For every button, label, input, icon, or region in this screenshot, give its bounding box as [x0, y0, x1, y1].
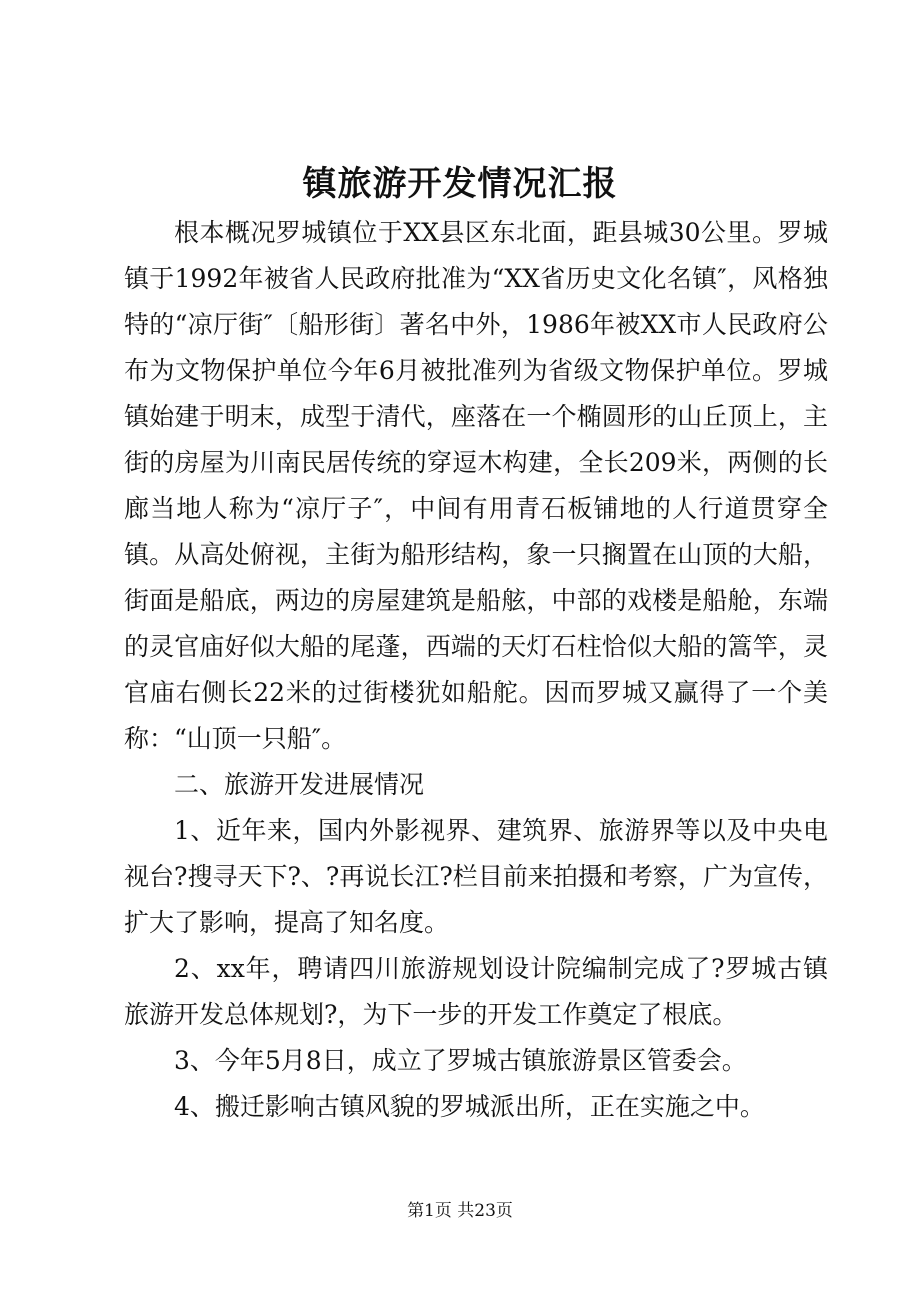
paragraph-item-3: 3、今年5月8日，成立了罗城古镇旅游景区管委会。: [174, 1046, 747, 1075]
paragraph-item-1: 1、近年来，国内外影视界、建筑界、旅游界等以及中央电视台?搜寻天下?、?再说长江?栏目前来拍摄和考察，广为宣传，扩大了影响，提高了知名度。: [124, 816, 828, 937]
paragraph-overview: 根本概况罗城镇位于XX县区东北面，距县城30公里。罗城镇于1992年被省人民政府批准为“XX省历史文化名镇″，风格独特的“凉厅街″〔船形街〕著名中外，1986年被XX市人民政府公布为文物保护单位今年6月被批准列为省级文物保护单位。罗城镇始建于明末，成型于清代，座落在一个椭圆形的山丘顶上，主街的房屋为川南民居传统的穿逗木构建，全长209米，两侧的长廊当地人称为“凉厅子″，中间有用青石板铺地的人行道贯穿全镇。从高处俯视，主街为船形结构，象一只搁置在山顶的大船，街面是船底，两边的房屋建筑是船舷，中部的戏楼是船舱，东端的灵官庙好似大船的尾蓬，西端的天灯石柱恰似大船的篙竿，灵官庙右侧长22米的过街楼犹如船舵。因而罗城又赢得了一个美称：“山顶一只船″。: [124, 218, 828, 753]
document-body: [124, 210, 828, 1130]
document-title: 镇旅游开发情况汇报: [302, 164, 618, 204]
page-footer: 第1页 共23页: [407, 1201, 513, 1221]
section-heading-progress: 二、旅游开发进展情况: [174, 770, 425, 799]
paragraph-item-4: 4、搬迁影响古镇风貌的罗城派出所，正在实施之中。: [174, 1092, 765, 1121]
paragraph-item-2: 2、xx年，聘请四川旅游规划设计院编制完成了?罗城古镇旅游开发总体规划?，为下一步的开发工作奠定了根底。: [124, 954, 828, 1029]
